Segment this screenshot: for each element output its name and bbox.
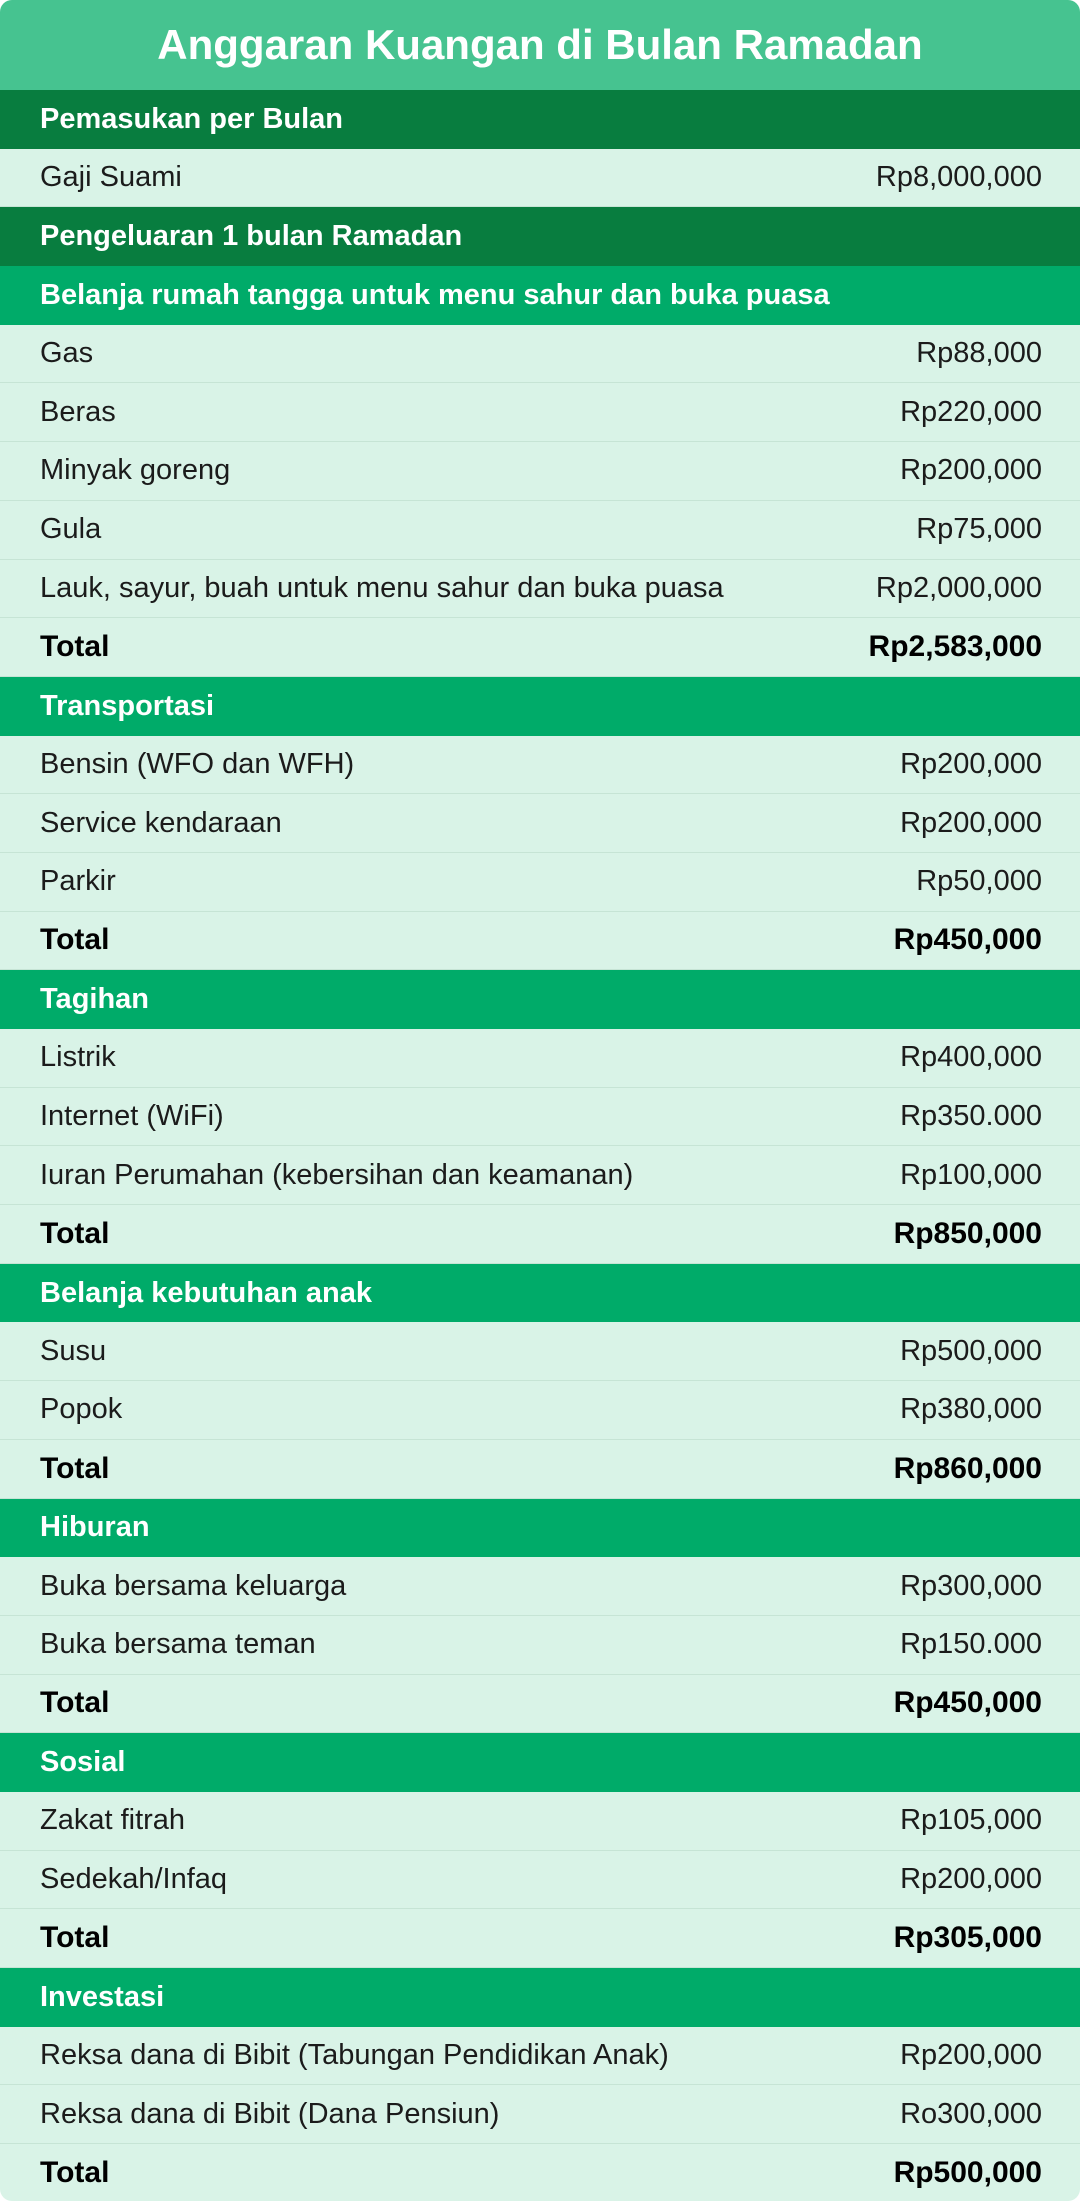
item-label: Parkir: [40, 865, 116, 898]
total-row: [0, 1675, 1080, 1734]
total-label: Total: [40, 1216, 110, 1250]
item-label: Buka bersama teman: [40, 1628, 316, 1661]
item-amount: Rp500,000: [900, 1334, 1042, 1367]
table-row: [0, 1088, 1080, 1147]
expense-sections: [0, 266, 1080, 2201]
table-row: [0, 442, 1080, 501]
table-row: [0, 1851, 1080, 1910]
item-amount: Rp100,000: [900, 1158, 1042, 1191]
table-row: [0, 1381, 1080, 1440]
item-label: Internet (WiFi): [40, 1100, 224, 1133]
section-title: Investasi: [40, 1980, 165, 2013]
item-label: Lauk, sayur, buah untuk menu sahur dan buka puasa: [40, 571, 724, 604]
income-header-label: Pemasukan per Bulan: [40, 102, 343, 135]
section-title: Belanja rumah tangga untuk menu sahur dan buka puasa: [40, 278, 830, 311]
total-amount: Rp860,000: [893, 1451, 1042, 1485]
item-amount: Rp200,000: [900, 454, 1042, 487]
item-amount: Rp150.000: [900, 1628, 1042, 1661]
total-row: [0, 1909, 1080, 1968]
table-row: [0, 794, 1080, 853]
total-label: Total: [40, 630, 110, 664]
section-header: [0, 1499, 1080, 1558]
income-amount: Rp8,000,000: [875, 161, 1042, 194]
total-amount: Rp450,000: [893, 1686, 1042, 1720]
item-label: Iuran Perumahan (kebersihan dan keamanan): [40, 1158, 634, 1191]
item-label: Service kendaraan: [40, 806, 282, 839]
item-amount: Rp200,000: [900, 806, 1042, 839]
table-row: [0, 1322, 1080, 1381]
section-header: [0, 1968, 1080, 2027]
table-row: [0, 325, 1080, 384]
table-row: [0, 1616, 1080, 1675]
section-title: Tagihan: [40, 983, 150, 1016]
item-label: Reksa dana di Bibit (Dana Pensiun): [40, 2097, 500, 2130]
total-label: Total: [40, 1921, 110, 1955]
table-row: [0, 2085, 1080, 2144]
item-amount: Rp75,000: [916, 513, 1042, 546]
income-header: [0, 90, 1080, 149]
total-amount: Rp500,000: [893, 2155, 1042, 2189]
item-amount: Ro300,000: [900, 2097, 1042, 2130]
item-label: Popok: [40, 1393, 123, 1426]
total-row: [0, 1205, 1080, 1264]
section-header: [0, 1733, 1080, 1792]
income-row: [0, 149, 1080, 208]
item-label: Sedekah/Infaq: [40, 1862, 228, 1895]
total-label: Total: [40, 2155, 110, 2189]
total-row: [0, 618, 1080, 677]
section-title: Sosial: [40, 1746, 126, 1779]
item-amount: Rp400,000: [900, 1041, 1042, 1074]
item-amount: Rp380,000: [900, 1393, 1042, 1426]
item-label: Bensin (WFO dan WFH): [40, 747, 355, 780]
section-title: Hiburan: [40, 1511, 150, 1544]
table-row: [0, 2027, 1080, 2086]
total-amount: Rp450,000: [893, 923, 1042, 957]
total-row: [0, 2144, 1080, 2201]
item-amount: Rp2,000,000: [875, 571, 1042, 604]
section-header: [0, 266, 1080, 325]
section-header: [0, 1264, 1080, 1323]
table-row: [0, 736, 1080, 795]
table-row: [0, 1146, 1080, 1205]
table-row: [0, 1029, 1080, 1088]
item-label: Gula: [40, 513, 102, 546]
section-title: Belanja kebutuhan anak: [40, 1276, 372, 1309]
total-row: [0, 912, 1080, 971]
expenses-header-label: Pengeluaran 1 bulan Ramadan: [40, 220, 463, 253]
item-amount: Rp88,000: [916, 337, 1042, 370]
table-row: [0, 1557, 1080, 1616]
total-label: Total: [40, 1686, 110, 1720]
item-amount: Rp50,000: [916, 865, 1042, 898]
section-title: Transportasi: [40, 689, 215, 722]
item-amount: Rp200,000: [900, 747, 1042, 780]
section-header: [0, 970, 1080, 1029]
table-row: [0, 1792, 1080, 1851]
item-amount: Rp105,000: [900, 1804, 1042, 1837]
section-header: [0, 677, 1080, 736]
item-label: Listrik: [40, 1041, 116, 1074]
total-amount: Rp305,000: [893, 1921, 1042, 1955]
item-amount: Rp350.000: [900, 1100, 1042, 1133]
table-row: [0, 560, 1080, 619]
table-row: [0, 383, 1080, 442]
item-label: Zakat fitrah: [40, 1804, 186, 1837]
total-label: Total: [40, 1451, 110, 1485]
item-label: Reksa dana di Bibit (Tabungan Pendidikan Anak): [40, 2039, 669, 2072]
table-row: [0, 501, 1080, 560]
item-label: Minyak goreng: [40, 454, 231, 487]
expenses-header: [0, 207, 1080, 266]
item-label: Buka bersama keluarga: [40, 1569, 347, 1602]
total-row: [0, 1440, 1080, 1499]
item-label: Gas: [40, 337, 94, 370]
total-amount: Rp2,583,000: [868, 630, 1042, 664]
item-amount: Rp200,000: [900, 1862, 1042, 1895]
item-amount: Rp300,000: [900, 1569, 1042, 1602]
item-amount: Rp200,000: [900, 2039, 1042, 2072]
item-label: Susu: [40, 1334, 107, 1367]
income-label: Gaji Suami: [40, 161, 182, 194]
table-row: [0, 853, 1080, 912]
total-label: Total: [40, 923, 110, 957]
item-amount: Rp220,000: [900, 395, 1042, 428]
table-title: Anggaran Kuangan di Bulan Ramadan: [0, 0, 1080, 90]
item-label: Beras: [40, 395, 116, 428]
total-amount: Rp850,000: [893, 1216, 1042, 1250]
